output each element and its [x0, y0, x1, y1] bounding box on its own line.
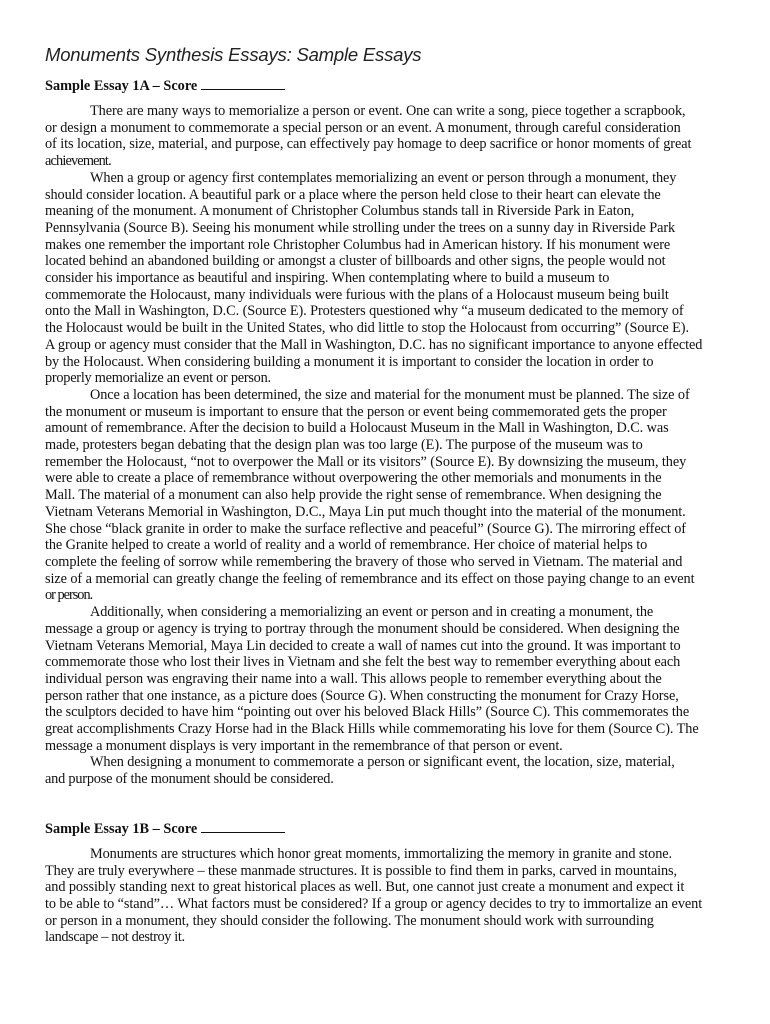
paragraph-line: Vietnam Veterans Memorial, Maya Lin decided to create a wall of names cut into the ground. It was important to: [45, 637, 681, 654]
paragraph-line: or person in a monument, they should consider the following. The monument should work with surrounding: [45, 912, 654, 929]
paragraph-line: person rather that one instance, as a picture does (Source G). When constructing the monument for Crazy Horse,: [45, 687, 679, 704]
paragraph-line: onto the Mall in Washington, D.C. (Source E). Protesters questioned why “a museum dedicated to the memory of: [45, 303, 684, 320]
paragraph-line: the monument or museum is important to ensure that the person or event being commemorated gets the proper: [45, 403, 667, 420]
paragraph-line: Mall. The material of a monument can also help provide the right sense of remembrance. When designing the: [45, 487, 662, 504]
paragraph-line: complete the feeling of sorrow while remembering the bravery of those who served in Vietnam. The material and: [45, 553, 683, 570]
paragraph-line: the sculptors decided to have him “pointing out over his beloved Black Hills” (Source C). This commemorates the: [45, 704, 690, 721]
essay-heading-text: Sample Essay 1A – Score: [45, 78, 198, 94]
document-title: Monuments Synthesis Essays: Sample Essays: [45, 44, 422, 65]
paragraph-line: commemorate those who lost their lives in Vietnam and she felt the best way to remember everything about each: [45, 654, 681, 671]
paragraph-line: individual person was engraving their name into a wall. This allows people to remember everything about the: [45, 670, 662, 687]
paragraph-line: They are truly everywhere – these manmade structures. It is possible to find them in parks, carved in mountains,: [45, 862, 677, 879]
paragraph-line: great accomplishments Crazy Horse had in the Black Hills while commemorating his love for them (Source C). The: [45, 721, 699, 738]
paragraph-line: of its location, size, material, and purpose, can effectively pay homage to deep sacrifice or honor moments of great: [45, 136, 692, 153]
essay-heading: [45, 78, 735, 95]
paragraph-line: located behind an abandoned building or amongst a cluster of billboards and other signs, the people would not: [45, 253, 666, 270]
essay-paragraph: [45, 846, 735, 946]
essay-section: [45, 821, 735, 946]
paragraph-line: or person.: [45, 587, 93, 604]
paragraph-line: When designing a monument to commemorate a person or significant event, the location, size, material,: [90, 754, 675, 771]
score-blank-line: [201, 78, 285, 90]
paragraph-line: makes one remember the important role Christopher Columbus had in American history. If his monument were: [45, 236, 671, 253]
paragraph-line: amount of remembrance. After the decision to build a Holocaust Museum in the Mall in Washington, D.C. was: [45, 420, 669, 437]
paragraph-line: properly memorialize an event or person.: [45, 370, 271, 387]
essay-heading: [45, 821, 735, 838]
paragraph-line: or design a monument to commemorate a special person or an event. A monument, through careful consideration: [45, 119, 681, 136]
paragraph-line: message a monument displays is very important in the remembrance of that person or event.: [45, 737, 563, 754]
paragraph-line: When a group or agency first contemplates memorializing an event or person through a monument, they: [90, 169, 677, 186]
paragraph-line: were able to create a place of remembrance without overpowering the other memorials and monuments in the: [45, 470, 662, 487]
essay-paragraph: [45, 604, 735, 754]
paragraph-line: to be able to “stand”… What factors must be considered? If a group or agency decides to try to immortalize an event: [45, 895, 703, 912]
paragraph-line: should consider location. A beautiful park or a place where the person held close to their heart can elevate the: [45, 186, 661, 203]
paragraph-line: landscape – not destroy it.: [45, 929, 185, 946]
paragraph-line: achievement.: [45, 153, 111, 170]
paragraph-line: Monuments are structures which honor great moments, immortalizing the memory in granite and stone.: [90, 845, 672, 862]
paragraph-line: A group or agency must consider that the Mall in Washington, D.C. has no significant importance to anyone effected: [45, 336, 703, 353]
essay-heading-text: Sample Essay 1B – Score: [45, 820, 198, 837]
paragraph-line: made, protesters began debating that the design plan was too large (E). The purpose of the museum was to: [45, 437, 643, 454]
paragraph-line: size of a memorial can greatly change the feeling of remembrance and its effect on those paying change to an event: [45, 570, 695, 587]
essay-section: [45, 78, 735, 788]
paragraph-line: meaning of the monument. A monument of Christopher Columbus stands tall in Riverside Park in Eaton,: [45, 203, 635, 220]
score-blank-line: [201, 821, 285, 833]
essay-paragraph: [45, 387, 735, 604]
paragraph-line: the Holocaust would be built in the United States, who did little to stop the Holocaust from occurring” (Source E).: [45, 320, 689, 337]
essay-paragraph: [45, 103, 735, 170]
paragraph-line: Once a location has been determined, the size and material for the monument must be planned. The size of: [90, 386, 690, 403]
paragraph-line: commemorate the Holocaust, many individuals were furious with the plans of a Holocaust museum being built: [45, 286, 669, 303]
essays-container: [45, 78, 735, 946]
document-page: [45, 44, 735, 979]
paragraph-line: Additionally, when considering a memorializing an event or person and in creating a monument, the: [90, 604, 654, 621]
paragraph-line: consider his importance as beautiful and inspiring. When contemplating where to build a museum to: [45, 270, 610, 287]
paragraph-line: remember the Holocaust, “not to overpower the Mall or its visitors” (Source E). By downsizing the museum, they: [45, 453, 687, 470]
essay-paragraph: [45, 754, 735, 787]
paragraph-line: She chose “black granite in order to make the surface reflective and peaceful” (Source G). The mirroring effect of: [45, 520, 686, 537]
essay-paragraph: [45, 170, 735, 387]
paragraph-line: message a group or agency is trying to portray through the monument should be considered. When designing the: [45, 620, 680, 637]
paragraph-line: There are many ways to memorialize a person or event. One can write a song, piece together a scrapbook,: [90, 103, 686, 119]
paragraph-line: Vietnam Veterans Memorial in Washington, D.C., Maya Lin put much thought into the material of the monument.: [45, 503, 686, 520]
paragraph-line: and purpose of the monument should be considered.: [45, 771, 334, 788]
paragraph-line: the Granite helped to create a world of reality and a world of remembrance. Her choice of material helps to: [45, 537, 648, 554]
paragraph-line: by the Holocaust. When considering building a monument it is important to consider the location in order to: [45, 353, 654, 370]
paragraph-line: Pennsylvania (Source B). Seeing his monument while strolling under the trees on a sunny day in Riverside Park: [45, 219, 676, 236]
paragraph-line: and possibly standing next to great historical places as well. But, one cannot just create a monument and expect it: [45, 879, 685, 896]
